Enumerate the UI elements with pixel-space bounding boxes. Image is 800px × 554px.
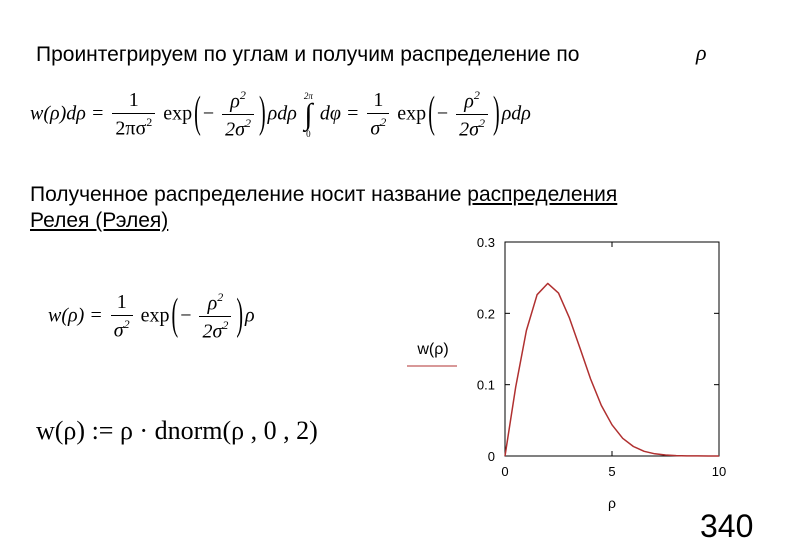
formula1-frac2 [222, 88, 254, 142]
y-tick-label: 0.1 [476, 377, 495, 393]
rho-symbol: ρ [696, 40, 707, 65]
formula1-frac2-den: 2σ [225, 118, 245, 141]
integral-sign: 2π ∫ 0 [303, 90, 313, 139]
formula1-exp: exp [163, 102, 193, 125]
formula1-lhs: w(ρ)dρ = [30, 102, 105, 125]
rayleigh-text-line2: Релея (Рэлея) [30, 209, 169, 232]
formula1-frac3-den: σ [370, 117, 381, 140]
formula1-frac4-den: 2σ [459, 118, 480, 141]
intro-text: Проинтегрируем по углам и получим распределение по [36, 43, 580, 66]
formula2-sq2: 2 [217, 290, 224, 304]
formula2-frac1-num: 1 [116, 291, 127, 314]
y-axis-label: w(ρ) [417, 341, 449, 358]
formula2-frac2-den: 2σ [202, 320, 223, 343]
formula1-sq4: 2 [380, 115, 387, 130]
formula1-frac1-num: 1 [128, 89, 139, 112]
formula2-sq: 2 [123, 317, 130, 332]
y-tick-label: 0.2 [476, 306, 495, 322]
formula1-sq6: 2 [479, 116, 486, 131]
x-tick-label: 5 [608, 464, 616, 479]
page-number: 340 [700, 508, 754, 544]
formula1-frac3 [367, 89, 389, 140]
formula1-sq3: 2 [244, 116, 251, 131]
x-axis-label: ρ [608, 495, 616, 511]
formula2-exp: exp [140, 304, 170, 327]
formula-rayleigh: w(ρ) = $\frac{1}{\sigma^2}$ exp ( − $\frac{\rho^2}{2\sigma^2}$ ) ρ [48, 290, 255, 343]
formula2-frac1 [111, 291, 133, 342]
formula2-rho: ρ [245, 304, 255, 327]
mathcad-definition: w(ρ) := ρ · dnorm(ρ , 0 , 2) [36, 416, 318, 445]
formula2-minus: − [180, 304, 192, 327]
formula2-sq3: 2 [222, 318, 229, 333]
y-tick-label: 0.3 [476, 235, 495, 250]
x-tick-label: 0 [501, 464, 509, 479]
formula1-minus: − [202, 102, 215, 125]
formula1-sq: 2 [146, 115, 153, 130]
formula2-frac1-den: σ [113, 319, 124, 342]
rayleigh-text-plain: Полученное распределение носит название [30, 183, 468, 206]
formula1-dphi: dφ = [319, 102, 360, 125]
formula2-lhs: w(ρ) = [48, 304, 103, 327]
rayleigh-chart [395, 228, 745, 528]
formula1-frac1 [112, 89, 155, 140]
rayleigh-text-link1: распределения [467, 183, 618, 206]
formula1-frac3-num: 1 [373, 89, 384, 112]
formula1-sq5: 2 [473, 88, 480, 102]
formula1-frac1-den: 2πσ [115, 117, 147, 140]
formula1-exp2: exp [397, 102, 427, 125]
rayleigh-text-line1 [30, 182, 617, 207]
formula2-frac2 [199, 290, 231, 344]
integral-lower: 0 [306, 128, 311, 139]
formula1-rhodrho: ρdρ [267, 102, 297, 125]
y-tick-label: 0 [487, 449, 495, 464]
formula1-frac2-num: ρ [230, 90, 240, 113]
integral-upper: 2π [303, 90, 313, 101]
formula1-sq2: 2 [239, 88, 246, 102]
rayleigh-curve [505, 283, 719, 456]
x-tick-label: 10 [711, 464, 727, 479]
formula1-frac4 [456, 88, 488, 142]
formula2-frac2-num: ρ [207, 292, 218, 315]
formula1-rhodrho2: ρdρ [501, 102, 531, 125]
formula-integration: w(ρ)dρ = $\frac{1}{2\pi\sigma^2}$ exp ( − $\frac{\rho^2}{2\sigma^2}$ ) ρdρ 2π ∫ 0 dφ = $\frac{1}{\sigma^2}$ exp ( − $\frac{\rho^2}{2\sigma^2}$ ) ρdρ [30, 88, 531, 141]
formula1-minus2: − [436, 102, 449, 125]
formula1-frac4-num: ρ [464, 90, 474, 113]
